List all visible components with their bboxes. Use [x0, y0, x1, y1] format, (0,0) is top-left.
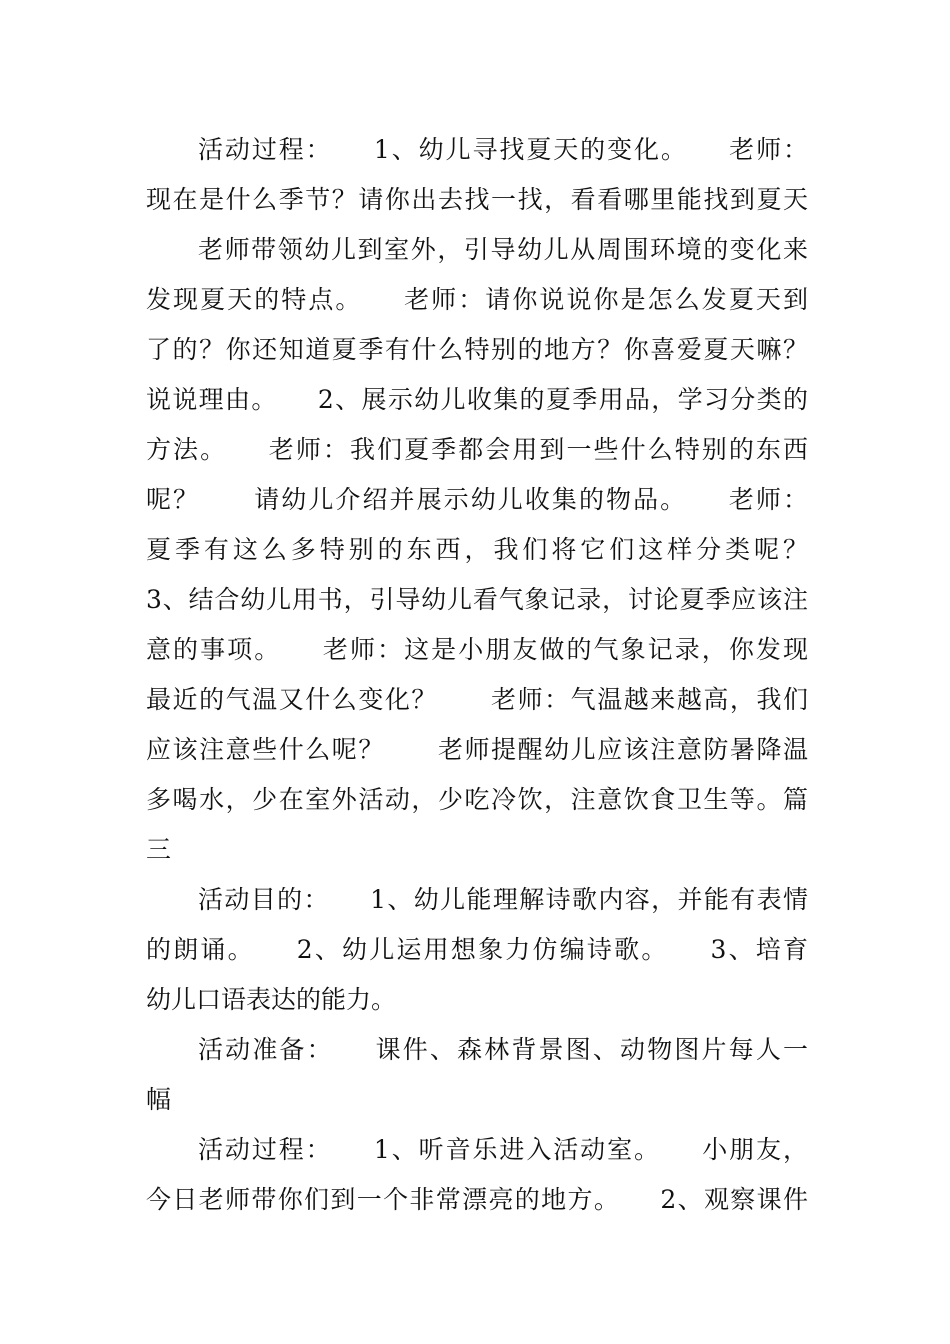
text-line: 活动过程： 1、幼儿寻找夏天的变化。 老师：	[198, 135, 808, 164]
text-line: 活动过程： 1、听音乐进入活动室。 小朋友，	[198, 1135, 808, 1164]
text-line: 最近的气温又什么变化？ 老师：气温越来越高，我们	[146, 685, 808, 714]
document-body	[146, 125, 808, 1225]
text-line: 方法。 老师：我们夏季都会用到一些什么特别的东西	[146, 435, 808, 464]
text-line: 应该注意些什么呢？ 老师提醒幼儿应该注意防暑降温	[146, 735, 808, 764]
text-line: 今日老师带你们到一个非常漂亮的地方。 2、观察课件	[146, 1185, 808, 1214]
text-line: 意的事项。 老师：这是小朋友做的气象记录，你发现	[146, 635, 808, 664]
text-line: 3、结合幼儿用书，引导幼儿看气象记录，讨论夏季应该注	[146, 585, 808, 614]
text-line: 发现夏天的特点。 老师：请你说说你是怎么发夏天到	[146, 285, 808, 314]
text-line: 说说理由。 2、展示幼儿收集的夏季用品，学习分类的	[146, 385, 808, 414]
text-line: 呢？ 请幼儿介绍并展示幼儿收集的物品。 老师：	[146, 485, 808, 514]
text-line: 了的？你还知道夏季有什么特别的地方？你喜爱夏天嘛？	[146, 335, 808, 364]
text-line: 活动目的： 1、幼儿能理解诗歌内容，并能有表情	[198, 885, 808, 914]
text-line: 活动准备： 课件、森林背景图、动物图片每人一	[198, 1035, 808, 1064]
text-line: 老师带领幼儿到室外，引导幼儿从周围环境的变化来	[198, 235, 808, 264]
text-line: 夏季有这么多特别的东西，我们将它们这样分类呢？	[146, 535, 808, 564]
text-line: 幼儿口语表达的能力。	[146, 985, 397, 1014]
text-line: 三	[146, 835, 172, 864]
text-line: 现在是什么季节？请你出去找一找，看看哪里能找到夏天	[146, 185, 808, 214]
text-line: 的朗诵。 2、幼儿运用想象力仿编诗歌。 3、培育	[146, 935, 808, 964]
text-line: 多喝水，少在室外活动，少吃冷饮，注意饮食卫生等。篇	[146, 785, 808, 814]
text-line: 幅	[146, 1085, 172, 1114]
